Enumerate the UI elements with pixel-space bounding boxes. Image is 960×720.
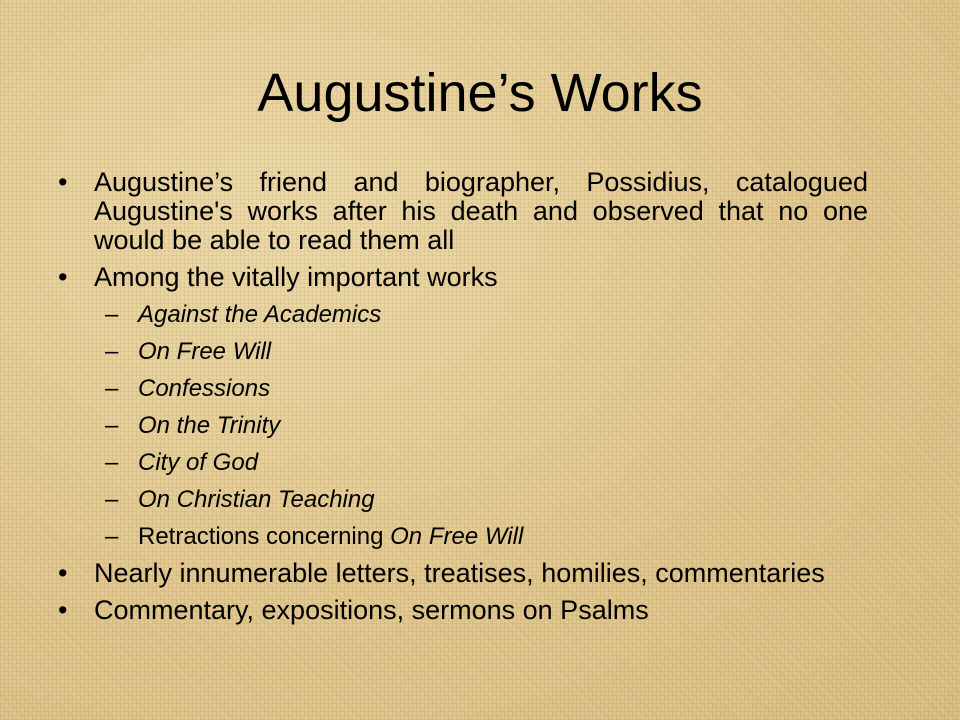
bullet-marker: •	[58, 558, 68, 588]
dash-marker: –	[105, 301, 119, 328]
sub-item	[58, 337, 868, 367]
slide-title: Augustine’s Works	[257, 63, 703, 123]
bullet-item	[58, 559, 868, 588]
sub-item	[58, 448, 868, 478]
work-title: On the Trinity	[138, 412, 281, 439]
dash-marker: –	[105, 523, 119, 550]
bullet-item	[58, 168, 868, 255]
work-title: Against the Academics	[138, 301, 382, 328]
bullet-text: Nearly innumerable letters, treatises, homilies, commentaries	[94, 558, 825, 588]
retractions-prefix: Retractions concerning	[138, 523, 391, 550]
dash-marker: –	[105, 338, 119, 365]
bullet-item	[58, 263, 868, 292]
bullet-text: Augustine’s friend and biographer, Possidius, catalogued Augustine's works after his death and observed that no one would be able to read them all	[94, 167, 868, 255]
sub-item	[58, 485, 868, 515]
work-title: City of God	[138, 449, 259, 476]
bullet-item	[58, 596, 868, 625]
dash-marker: –	[105, 375, 119, 402]
bullet-text: Commentary, expositions, sermons on Psalms	[94, 595, 649, 625]
slide-content	[58, 168, 868, 633]
dash-marker: –	[105, 486, 119, 513]
retractions-title: On Free Will	[390, 523, 524, 550]
dash-marker: –	[105, 412, 119, 439]
bullet-marker: •	[58, 595, 68, 625]
work-title: On Free Will	[138, 338, 272, 365]
dash-marker: –	[105, 449, 119, 476]
sub-item	[58, 374, 868, 404]
sub-item	[58, 522, 868, 552]
bullet-marker: •	[58, 262, 68, 292]
bullet-marker: •	[58, 167, 68, 197]
bullet-text: Among the vitally important works	[94, 262, 498, 292]
work-title: Confessions	[138, 375, 271, 402]
sub-item	[58, 300, 868, 330]
sub-item	[58, 411, 868, 441]
work-title: On Christian Teaching	[138, 486, 375, 513]
